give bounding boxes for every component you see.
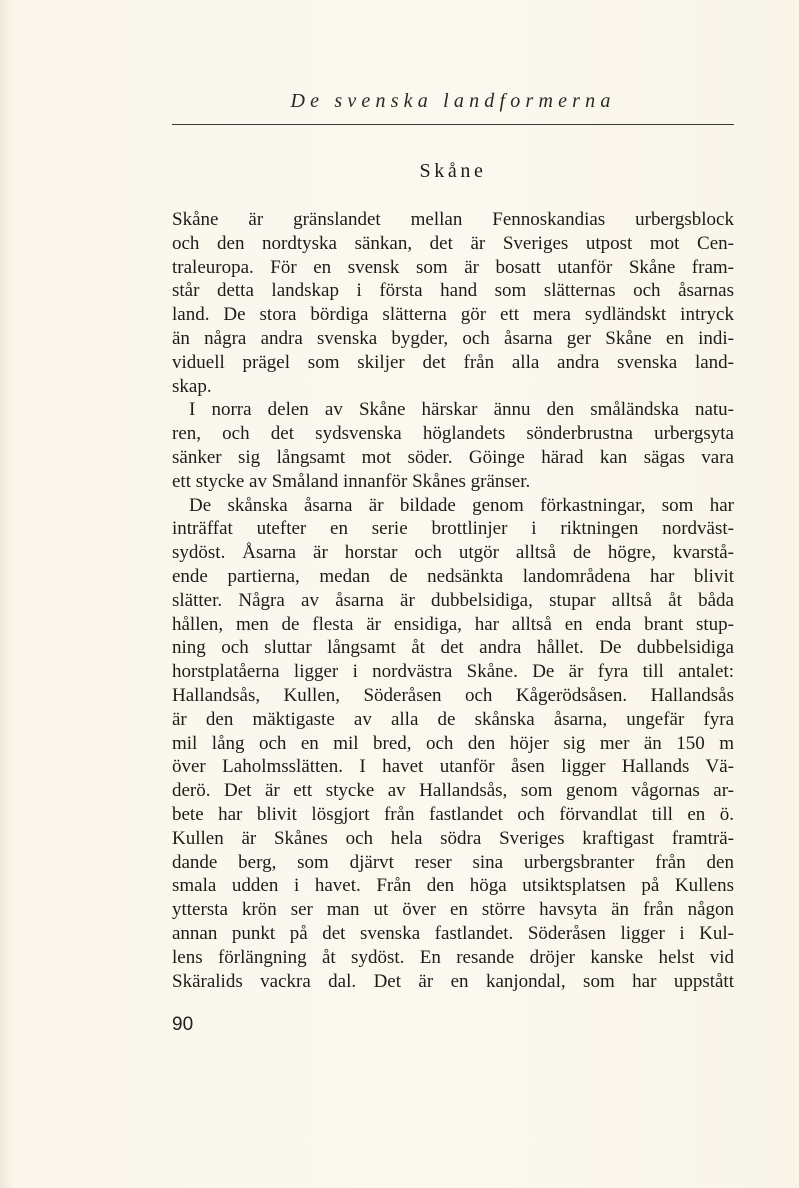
text-line: mil lång och en mil bred, och den höjer sig mer än 150 m — [172, 732, 734, 754]
text-line: horstplatåerna ligger i nordvästra Skåne. De är fyra till antalet: — [172, 661, 734, 683]
text-line: hållen, men de flesta är ensidiga, har alltså en enda brant stup- — [172, 613, 734, 635]
text-line: skap. — [172, 375, 212, 397]
text-line: smala udden i havet. Från den höga utsiktsplatsen på Kullens — [172, 875, 734, 897]
section-title: Skåne — [419, 160, 487, 182]
running-head: De svenska landformerna — [290, 90, 616, 112]
text-line: lens förlängning åt sydöst. En resande dröjer kanske helst vid — [172, 946, 734, 968]
text-line: traleuropa. För en svensk som är bosatt utanför Skåne fram- — [172, 256, 734, 278]
text-line: Hallandsås, Kullen, Söderåsen och Kågerödsåsen. Hallandsås — [172, 684, 734, 706]
text-line: yttersta krön ser man ut över en större havsyta än från någon — [172, 899, 734, 921]
text-line: Kullen är Skånes och hela södra Sveriges kraftigast framträ- — [172, 827, 734, 849]
text-line: sänker sig långsamt mot söder. Göinge härad kan sägas vara — [172, 446, 734, 468]
text-line: Skåne är gränslandet mellan Fennoskandias urbergsblock — [172, 209, 734, 230]
text-line: viduell prägel som skiljer det från alla andra svenska land- — [172, 351, 734, 373]
text-line: dande berg, som djärvt reser sina urbergsbranter från den — [172, 851, 734, 873]
page-number: 90 — [172, 1014, 194, 1035]
text-line: annan punkt på det svenska fastlandet. Söderåsen ligger i Kul- — [172, 922, 734, 944]
text-line: sydöst. Åsarna är horstar och utgör alltså de högre, kvarstå- — [172, 542, 734, 564]
text-line: ren, och det sydsvenska höglandets sönderbrustna urbergsyta — [172, 423, 734, 445]
text-line: ett stycke av Småland innanför Skånes gränser. — [172, 470, 531, 492]
header-rule — [172, 124, 734, 125]
text-line: är den mäktigaste av alla de skånska åsarna, ungefär fyra — [172, 708, 734, 730]
text-line: än några andra svenska bygder, och åsarna ger Skåne en indi- — [172, 327, 734, 349]
text-line: derö. Det är ett stycke av Hallandsås, som genom vågornas ar- — [172, 780, 734, 802]
text-line: över Laholmsslätten. I havet utanför åsen ligger Hallands Vä- — [172, 756, 734, 778]
text-line: står detta landskap i första hand som slätternas och åsarnas — [172, 280, 734, 302]
text-line: inträffat utefter en serie brottlinjer i riktningen nordväst- — [172, 518, 734, 540]
text-line: I norra delen av Skåne härskar ännu den småländska natu- — [189, 399, 734, 421]
text-line: och den nordtyska sänkan, det är Sveriges utpost mot Cen- — [172, 232, 734, 254]
text-line: bete har blivit lösgjort från fastlandet och förvandlat till en ö. — [172, 803, 734, 825]
text-line: De skånska åsarna är bildade genom förkastningar, som har — [189, 494, 734, 516]
text-line: ende partierna, medan de nedsänkta landområdena har blivit — [172, 565, 734, 587]
text-line: land. De stora bördiga slätterna gör ett mera sydländskt intryck — [172, 304, 734, 326]
text-line: Skäralids vackra dal. Det är en kanjondal, som har uppstått — [172, 970, 734, 992]
text-line: ning och sluttar långsamt åt det andra hållet. De dubbelsidiga — [172, 637, 734, 659]
body-text — [172, 208, 734, 993]
text-line: slätter. Några av åsarna är dubbelsidiga, stupar alltså åt båda — [172, 589, 734, 611]
